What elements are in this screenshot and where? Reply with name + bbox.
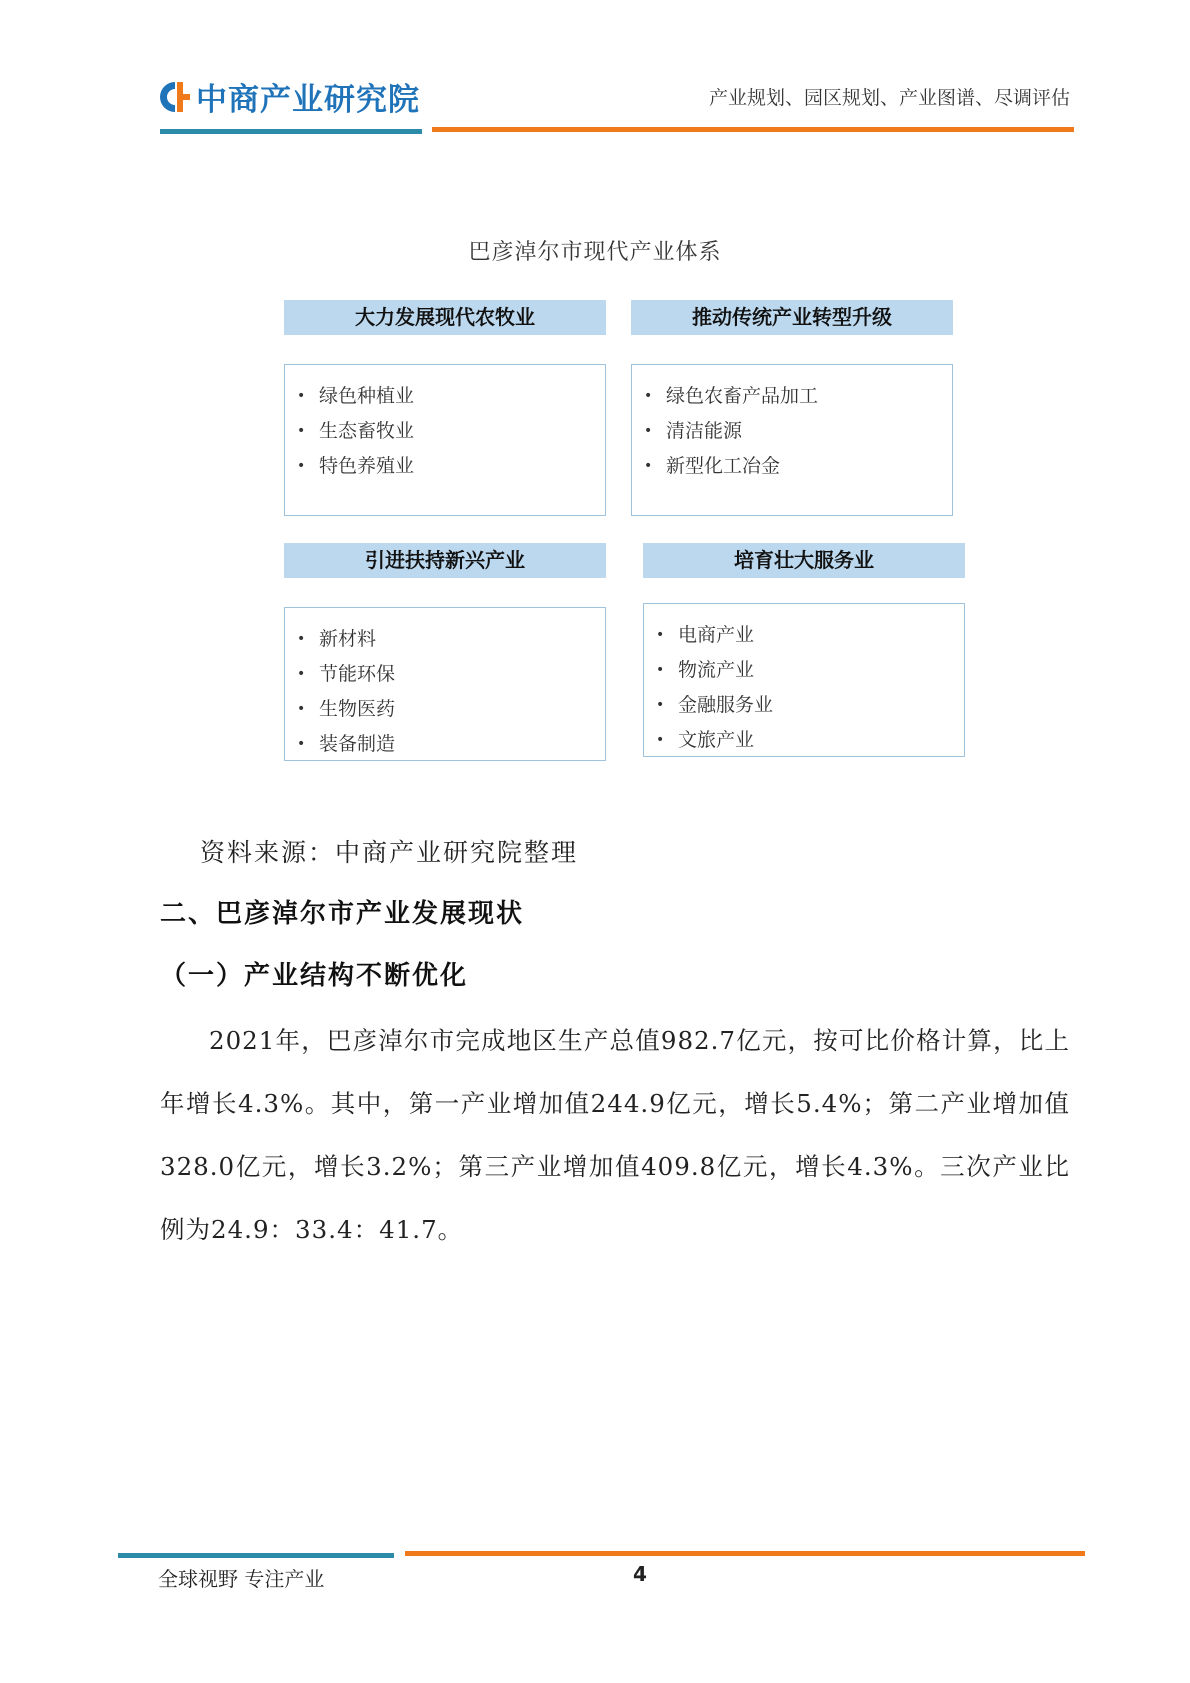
bullet-icon: • — [297, 458, 306, 474]
bullet-icon: • — [644, 458, 653, 474]
list-item: • 特色养殖业 — [297, 449, 605, 484]
footer-rule-orange — [405, 1551, 1085, 1556]
bullet-icon: • — [656, 732, 665, 748]
category-header: 培育壮大服务业 — [643, 543, 965, 578]
category-header: 推动传统产业转型升级 — [631, 300, 953, 335]
bullet-icon: • — [297, 631, 306, 647]
category-header: 引进扶持新兴产业 — [284, 543, 606, 578]
header-rule-orange — [432, 127, 1074, 132]
category-header: 大力发展现代农牧业 — [284, 300, 606, 335]
logo — [158, 74, 420, 119]
list-item: • 文旅产业 — [656, 723, 964, 758]
bullet-icon: • — [656, 627, 665, 643]
bullet-icon: • — [656, 697, 665, 713]
list-item: • 绿色种植业 — [297, 379, 605, 414]
bullet-icon: • — [656, 662, 665, 678]
bullet-icon: • — [297, 423, 306, 439]
list-item: • 清洁能源 — [644, 414, 952, 449]
body-paragraph: 2021年，巴彦淖尔市完成地区生产总值982.7亿元，按可比价格计算，比上年增长4.3%。其中，第一产业增加值244.9亿元，增长5.4%；第二产业增加值328.0亿元，增长3.2%；第三产业增加值409.8亿元，增长4.3%。三次产业比例为24.9：33.4：41.7。 — [160, 1026, 1070, 1244]
list-item: • 新型化工冶金 — [644, 449, 952, 484]
list-item: • 电商产业 — [656, 618, 964, 653]
bullet-icon: • — [297, 701, 306, 717]
footer-slogan: 全球视野 专注产业 — [158, 1567, 325, 1591]
bullet-icon: • — [297, 666, 306, 682]
header-slogan: 产业规划、园区规划、产业图谱、尽调评估 — [708, 87, 1070, 109]
bullet-icon: • — [644, 388, 653, 404]
footer-rule-blue — [118, 1553, 394, 1558]
page-number: 4 — [633, 1562, 647, 1586]
category-box — [631, 364, 953, 516]
list-item: • 新材料 — [297, 622, 605, 657]
list-item: • 节能环保 — [297, 657, 605, 692]
category-box — [284, 364, 606, 516]
list-item: • 金融服务业 — [656, 688, 964, 723]
section-heading: 二、巴彦淖尔市产业发展现状 — [160, 899, 525, 929]
source-note: 资料来源：中商产业研究院整理 — [200, 838, 579, 867]
diagram-title: 巴彦淖尔市现代产业体系 — [468, 240, 722, 265]
bullet-icon: • — [297, 388, 306, 404]
subsection-heading: （一）产业结构不断优化 — [160, 961, 469, 991]
list-item: • 物流产业 — [656, 653, 964, 688]
bullet-icon: • — [297, 736, 306, 752]
header-rule-blue — [160, 129, 422, 134]
list-item: • 生物医药 — [297, 692, 605, 727]
category-box — [643, 603, 965, 757]
logo-text: 中商产业研究院 — [196, 82, 420, 118]
list-item: • 绿色农畜产品加工 — [644, 379, 952, 414]
category-box — [284, 607, 606, 761]
list-item: • 生态畜牧业 — [297, 414, 605, 449]
logo-mark-icon — [158, 80, 192, 114]
list-item: • 装备制造 — [297, 727, 605, 762]
bullet-icon: • — [644, 423, 653, 439]
